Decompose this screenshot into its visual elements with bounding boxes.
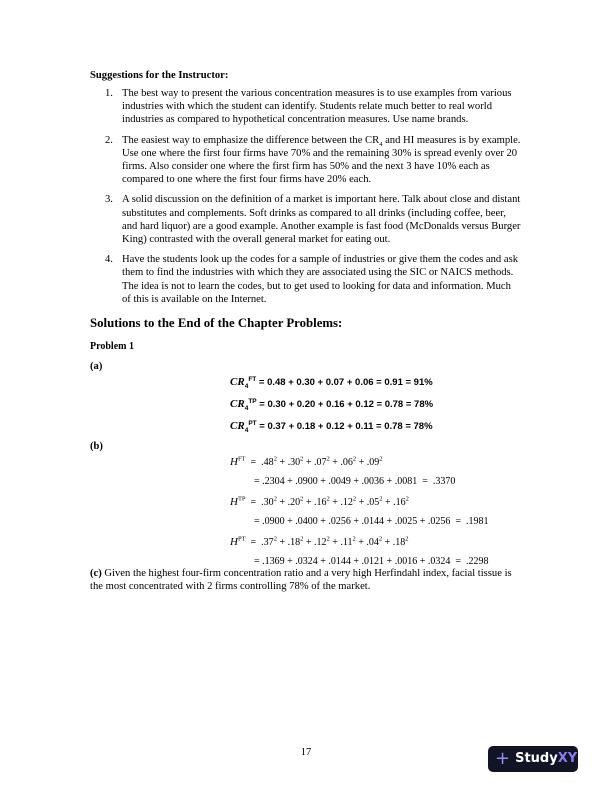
item-text: The best way to present the various concentration measures is to use examples from various industries with which the student can identify. Students relate much better to real world industries as compared to hypothetical concentration measures. Use name brands. xyxy=(122,88,512,126)
problem-heading: Problem 1 xyxy=(90,341,134,352)
list-item xyxy=(90,134,522,187)
page-number: 17 xyxy=(300,747,312,758)
part-b-label: (b) xyxy=(90,441,103,452)
item-text: Have the students look up the codes for a sample of industries or give them the codes and ask them to find the industries with which they are associated using the SIC or NAICS methods. The idea is not to learn the codes, but to get used to looking for data and information. Much of this is available on the Internet. xyxy=(122,254,518,305)
item-text: and HI measures is by example. Use one where the first four firms have 70% and the remaining 30% is spread evenly over 20 firms. Also consider one where the first firm has 50% and the next 3 have 10% each as compared to one where the first four firms have 20% each. xyxy=(122,134,521,186)
h-equation-values: = .1369 + .0324 + .0144 + .0121 + .0016 + .0324 = .2298 xyxy=(254,556,489,567)
h-equation-terms: $H^{TP} = .30^2 + .20^2 + .16^2 + .12^2 + .05^2 + .16^2$ xyxy=(230,495,409,508)
cr-equation: $CR_4^{FT} = 0.48 + 0.30 + 0.07 + 0.06 = 0.91 = 91\%$ xyxy=(230,375,433,390)
item-number: 3. xyxy=(105,194,113,206)
list-item xyxy=(90,87,522,127)
instructor-heading: Suggestions for the Instructor: xyxy=(90,70,229,81)
item-number: 1. xyxy=(105,88,113,99)
part-a-label: (a) xyxy=(90,361,103,372)
item-text: A solid discussion on the definition of a market is important here. Talk about close and distant substitutes and complements. Soft drinks as compared to all drinks (including coffee, beer, and hard liquor) are a good example. Another example is fast food (McDonalds versus Burger King) contrasted with the overall general market for eating out. xyxy=(122,194,521,246)
list-item xyxy=(90,193,522,246)
plus-icon: + xyxy=(495,748,511,770)
cr-equation: $CR_4^{PT} = 0.37 + 0.18 + 0.12 + 0.11 = 0.78 = 78\%$ xyxy=(230,419,433,434)
item-number: 2. xyxy=(105,134,113,146)
list-item xyxy=(90,253,522,306)
solutions-heading: Solutions to the End of the Chapter Problems: xyxy=(90,316,343,330)
item-number: 4. xyxy=(105,254,113,266)
subscript: 4 xyxy=(379,140,383,148)
h-equation-terms: $H^{FT} = .48^2 + .30^2 + .07^2 + .06^2 + .09^2$ xyxy=(230,455,383,468)
item-text: The easiest way to emphasize the difference between the CR xyxy=(122,134,380,146)
h-equation-values: = .0900 + .0400 + .0256 + .0144 + .0025 + .0256 = .1981 xyxy=(254,516,489,527)
h-equation-terms: $H^{PT} = .37^2 + .18^2 + .12^2 + .11^2 + .04^2 + .18^2$ xyxy=(230,535,409,548)
studyxy-logo: + StudyXY xyxy=(488,746,578,772)
part-c-paragraph: (c) Given the highest four-firm concentration ratio and a very high Herfindahl index, facial tissue is the most concentrated with 2 firms controlling 78% of the market. xyxy=(90,568,512,593)
cr-equation: $CR_4^{TP} = 0.30 + 0.20 + 0.16 + 0.12 = 0.78 = 78\%$ xyxy=(230,397,434,412)
h-equation-values: = .2304 + .0900 + .0049 + .0036 + .0081 = .3370 xyxy=(254,476,456,487)
suggestions-list xyxy=(90,87,522,313)
